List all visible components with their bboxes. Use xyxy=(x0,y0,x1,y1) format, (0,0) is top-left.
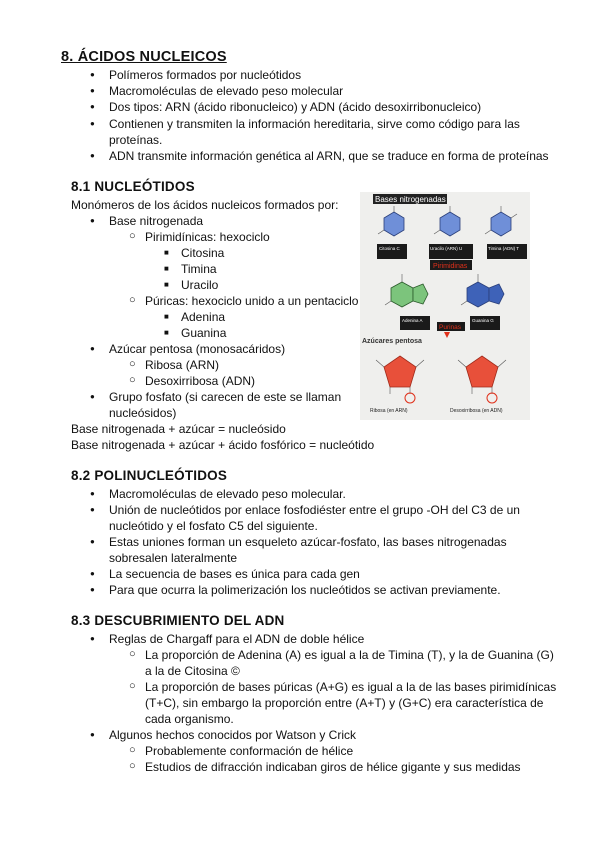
list-item: ■ Adenina xyxy=(181,309,225,325)
list-item: ● Para que ocurra la polimerización los nucleótidos se activan previamente. xyxy=(109,582,501,598)
intro-text: Monómeros de los ácidos nucleicos formados por: xyxy=(71,198,339,212)
list-item-continuation: a la de Citosina © xyxy=(145,664,240,678)
azucares-title: Azúcares pentosa xyxy=(362,338,422,345)
list-item: ● Grupo fosfato (si carecen de este se llaman xyxy=(109,389,341,405)
nitrogenous-bases-figure xyxy=(360,192,530,420)
label-timina: Timina (ADN) T xyxy=(488,246,520,251)
list-item: ■ Uracilo xyxy=(181,277,218,293)
guanine-ring xyxy=(467,282,489,307)
list-item-continuation: nucleósidos) xyxy=(109,406,177,420)
list-item: ● Dos tipos: ARN (ácido ribonucleico) y ADN (ácido desoxirribonucleico) xyxy=(109,99,481,115)
list-item: ○ La proporción de Adenina (A) es igual a la de Timina (T), y la de Guanina (G) xyxy=(145,647,554,663)
list-item: ○ Púricas: hexociclo unido a un pentaciclo xyxy=(145,293,358,309)
list-item: ○ Probablemente conformación de hélice xyxy=(145,743,353,759)
list-item-continuation: nucleótido y el fosfato C5 del siguiente. xyxy=(109,519,318,533)
list-item: ○ Ribosa (ARN) xyxy=(145,357,219,373)
label-citosina: Citosina C xyxy=(379,246,400,251)
list-item: ● Base nitrogenada xyxy=(109,213,203,229)
list-item: ● Unión de nucleótidos por enlace fosfodiéster entre el grupo -OH del C3 de un xyxy=(109,502,520,518)
label-adenina: Adenina A xyxy=(402,318,423,323)
section-8-1-title: 8.1 NUCLEÓTIDOS xyxy=(71,179,195,194)
section-8-title: 8. ÁCIDOS NUCLEICOS xyxy=(61,49,227,65)
purinas-tag: Purinas xyxy=(439,324,462,331)
list-item-continuation: cada organismo. xyxy=(145,712,234,726)
equation-text: Base nitrogenada + azúcar = nucleósido xyxy=(71,422,286,436)
list-item: ○ Desoxirribosa (ADN) xyxy=(145,373,255,389)
list-item: ● Reglas de Chargaff para el ADN de doble hélice xyxy=(109,631,364,647)
equation-text: Base nitrogenada + azúcar + ácido fosfórico = nucleótido xyxy=(71,438,375,452)
list-item: ● Macromoléculas de elevado peso molecular. xyxy=(109,486,346,502)
list-item: ● La secuencia de bases es única para cada gen xyxy=(109,566,360,582)
list-item: ● Algunos hechos conocidos por Watson y Crick xyxy=(109,727,356,743)
list-item: ● Contienen y transmiten la información hereditaria, sirve como código para las xyxy=(109,116,520,132)
list-item: ● ADN transmite información genética al ARN, que se traduce en forma de proteínas xyxy=(109,148,549,164)
list-item-continuation: sobresalen lateralmente xyxy=(109,551,238,565)
figure-title: Bases nitrogenadas xyxy=(375,195,446,204)
list-item-continuation: proteínas. xyxy=(109,133,163,147)
list-item-continuation: (T+C), sin embargo la proporción entre (A+T) y (G+C) era característica de xyxy=(145,696,544,710)
adenine-ring xyxy=(391,282,413,307)
list-item: ○ Pirimidínicas: hexociclo xyxy=(145,229,270,245)
label-uracilo: Uracilo (ARN) U xyxy=(430,246,463,251)
list-item: ○ Estudios de difracción indicaban giros de hélice gigante y sus medidas xyxy=(145,759,521,775)
section-8-3-title: 8.3 DESCUBRIMIENTO DEL ADN xyxy=(71,613,285,628)
list-item: ○ La proporción de bases púricas (A+G) es igual a la de las bases pirimidínicas xyxy=(145,679,556,695)
list-item: ■ Timina xyxy=(181,261,217,277)
deoxyribose-caption: Desoxirribosa (en ADN) xyxy=(450,408,503,414)
list-item: ■ Citosina xyxy=(181,245,224,261)
list-item: ● Polímeros formados por nucleótidos xyxy=(109,67,301,83)
list-item: ● Azúcar pentosa (monosacáridos) xyxy=(109,341,285,357)
ribose-caption: Ribosa (en ARN) xyxy=(370,408,408,414)
section-8-2-title: 8.2 POLINUCLEÓTIDOS xyxy=(71,468,228,483)
pirimidinas-tag: Pirimidinas xyxy=(433,263,468,270)
label-guanina: Guanina G xyxy=(472,318,494,323)
list-item: ● Macromoléculas de elevado peso molecular xyxy=(109,83,343,99)
list-item: ■ Guanina xyxy=(181,325,226,341)
list-item: ● Estas uniones forman un esqueleto azúcar-fosfato, las bases nitrogenadas xyxy=(109,534,507,550)
